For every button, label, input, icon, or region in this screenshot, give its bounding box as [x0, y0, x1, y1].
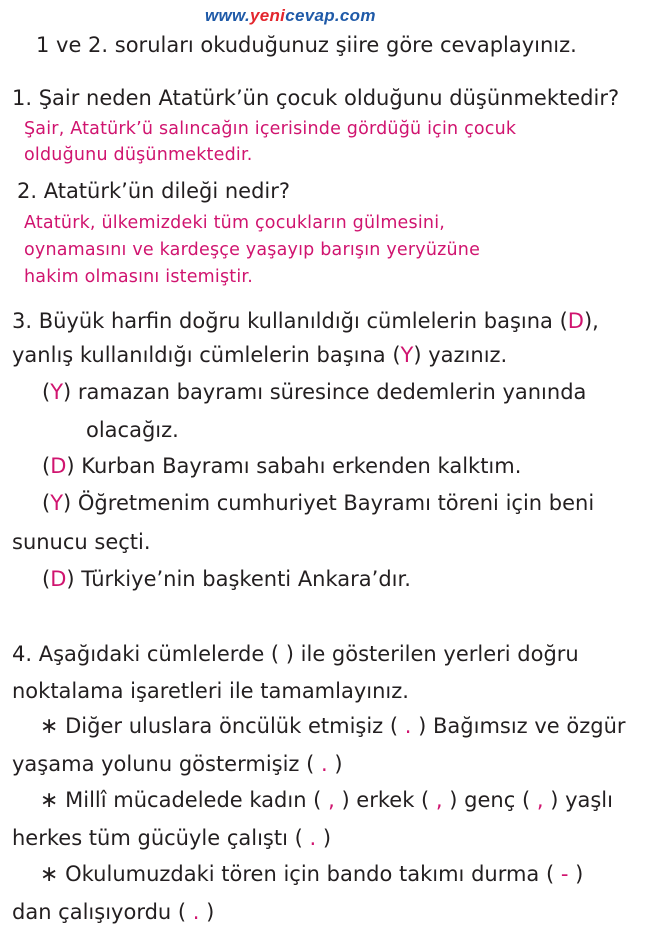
asterisk-icon: ∗ — [40, 714, 59, 739]
q3-item-4-text: Türkiye’nin başkenti Ankara’dır. — [81, 567, 411, 591]
q3-line1-end: ), — [583, 309, 599, 333]
watermark — [205, 6, 376, 26]
q3-line2-mark: Y — [400, 343, 414, 367]
q4-sentence-3: ∗ Okulumuzdaki tören için bando takımı durma ( - ) — [40, 862, 584, 887]
q3-item-3-mark: Y — [50, 491, 64, 515]
q2-answer-line2: oynamasını ve kardeşçe yaşayıp barışın yeryüzüne — [24, 240, 481, 260]
watermark-domain: cevap.com — [285, 6, 376, 25]
q3-line1 — [12, 309, 599, 333]
q1-answer-line2: olduğunu düşünmektedir. — [24, 145, 253, 165]
instruction: 1 ve 2. soruları okuduğunuz şiire göre cevaplayınız. — [36, 33, 577, 57]
q3-line2 — [12, 343, 507, 367]
q2-answer-line3: hakim olmasını istemiştir. — [24, 267, 253, 287]
watermark-yeni: yeni — [249, 6, 286, 25]
q3-item-3: (Y) Öğretmenim cumhuriyet Bayramı töreni için beni — [42, 491, 595, 515]
q3-item-1-cont: olacağız. — [86, 418, 179, 442]
q3-item-3-cont: sunucu seçti. — [12, 530, 151, 554]
q3-item-2-mark: D — [50, 454, 67, 478]
q4-sentence-2-cont: herkes tüm gücüyle çalıştı ( . ) — [12, 826, 332, 850]
q3-line2-end: ) yazınız. — [413, 343, 508, 367]
q4-sentence-2: ∗ Millî mücadelede kadın ( , ) erkek ( , ) genç ( , ) yaşlı — [40, 788, 613, 813]
q3-item-2: (D) Kurban Bayramı sabahı erkenden kalktım. — [42, 454, 522, 478]
q3-item-1-mark: Y — [50, 380, 64, 404]
q3-item-4-mark: D — [50, 567, 67, 591]
q3-line2-text: yanlış kullanıldığı cümlelerin başına ( — [12, 343, 401, 367]
q1-question: 1. Şair neden Atatürk’ün çocuk olduğunu düşünmektedir? — [12, 86, 620, 110]
q4-line1: 4. Aşağıdaki cümlelerde ( ) ile gösterilen yerleri doğru — [12, 642, 579, 666]
q3-item-3-text: Öğretmenim cumhuriyet Bayramı töreni için beni — [77, 491, 595, 515]
q4-sentence-1: ∗ Diğer uluslara öncülük etmişiz ( . ) Bağımsız ve özgür — [40, 714, 626, 739]
asterisk-icon: ∗ — [40, 788, 59, 813]
q4-sentence-3-cont: dan çalışıyordu ( . ) — [12, 900, 215, 924]
q3-item-4: (D) Türkiye’nin başkenti Ankara’dır. — [42, 567, 411, 591]
q3-item-1: (Y) ramazan bayramı süresince dedemlerin yanında — [42, 380, 587, 404]
q4-line2: noktalama işaretleri ile tamamlayınız. — [12, 679, 409, 703]
q1-answer-line1: Şair, Atatürk’ü salıncağın içerisinde gördüğü için çocuk — [24, 119, 517, 139]
q3-line1-mark: D — [567, 309, 584, 333]
q4-sentence-1-cont: yaşama yolunu göstermişiz ( . ) — [12, 752, 343, 776]
q3-item-1-text: ramazan bayramı süresince dedemlerin yanında — [77, 380, 587, 404]
watermark-www: www. — [205, 6, 250, 25]
asterisk-icon: ∗ — [40, 862, 59, 887]
q4-s1-mark2: . — [321, 752, 328, 776]
q4-s1-mark1: . — [404, 714, 412, 738]
q3-line1-text: 3. Büyük harfin doğru kullanıldığı cümlelerin başına ( — [12, 309, 568, 333]
q2-answer-line1: Atatürk, ülkemizdeki tüm çocukların gülmesini, — [24, 213, 446, 233]
q3-item-2-text: Kurban Bayramı sabahı erkenden kalktım. — [81, 454, 522, 478]
q2-question: 2. Atatürk’ün dileği nedir? — [17, 179, 291, 203]
